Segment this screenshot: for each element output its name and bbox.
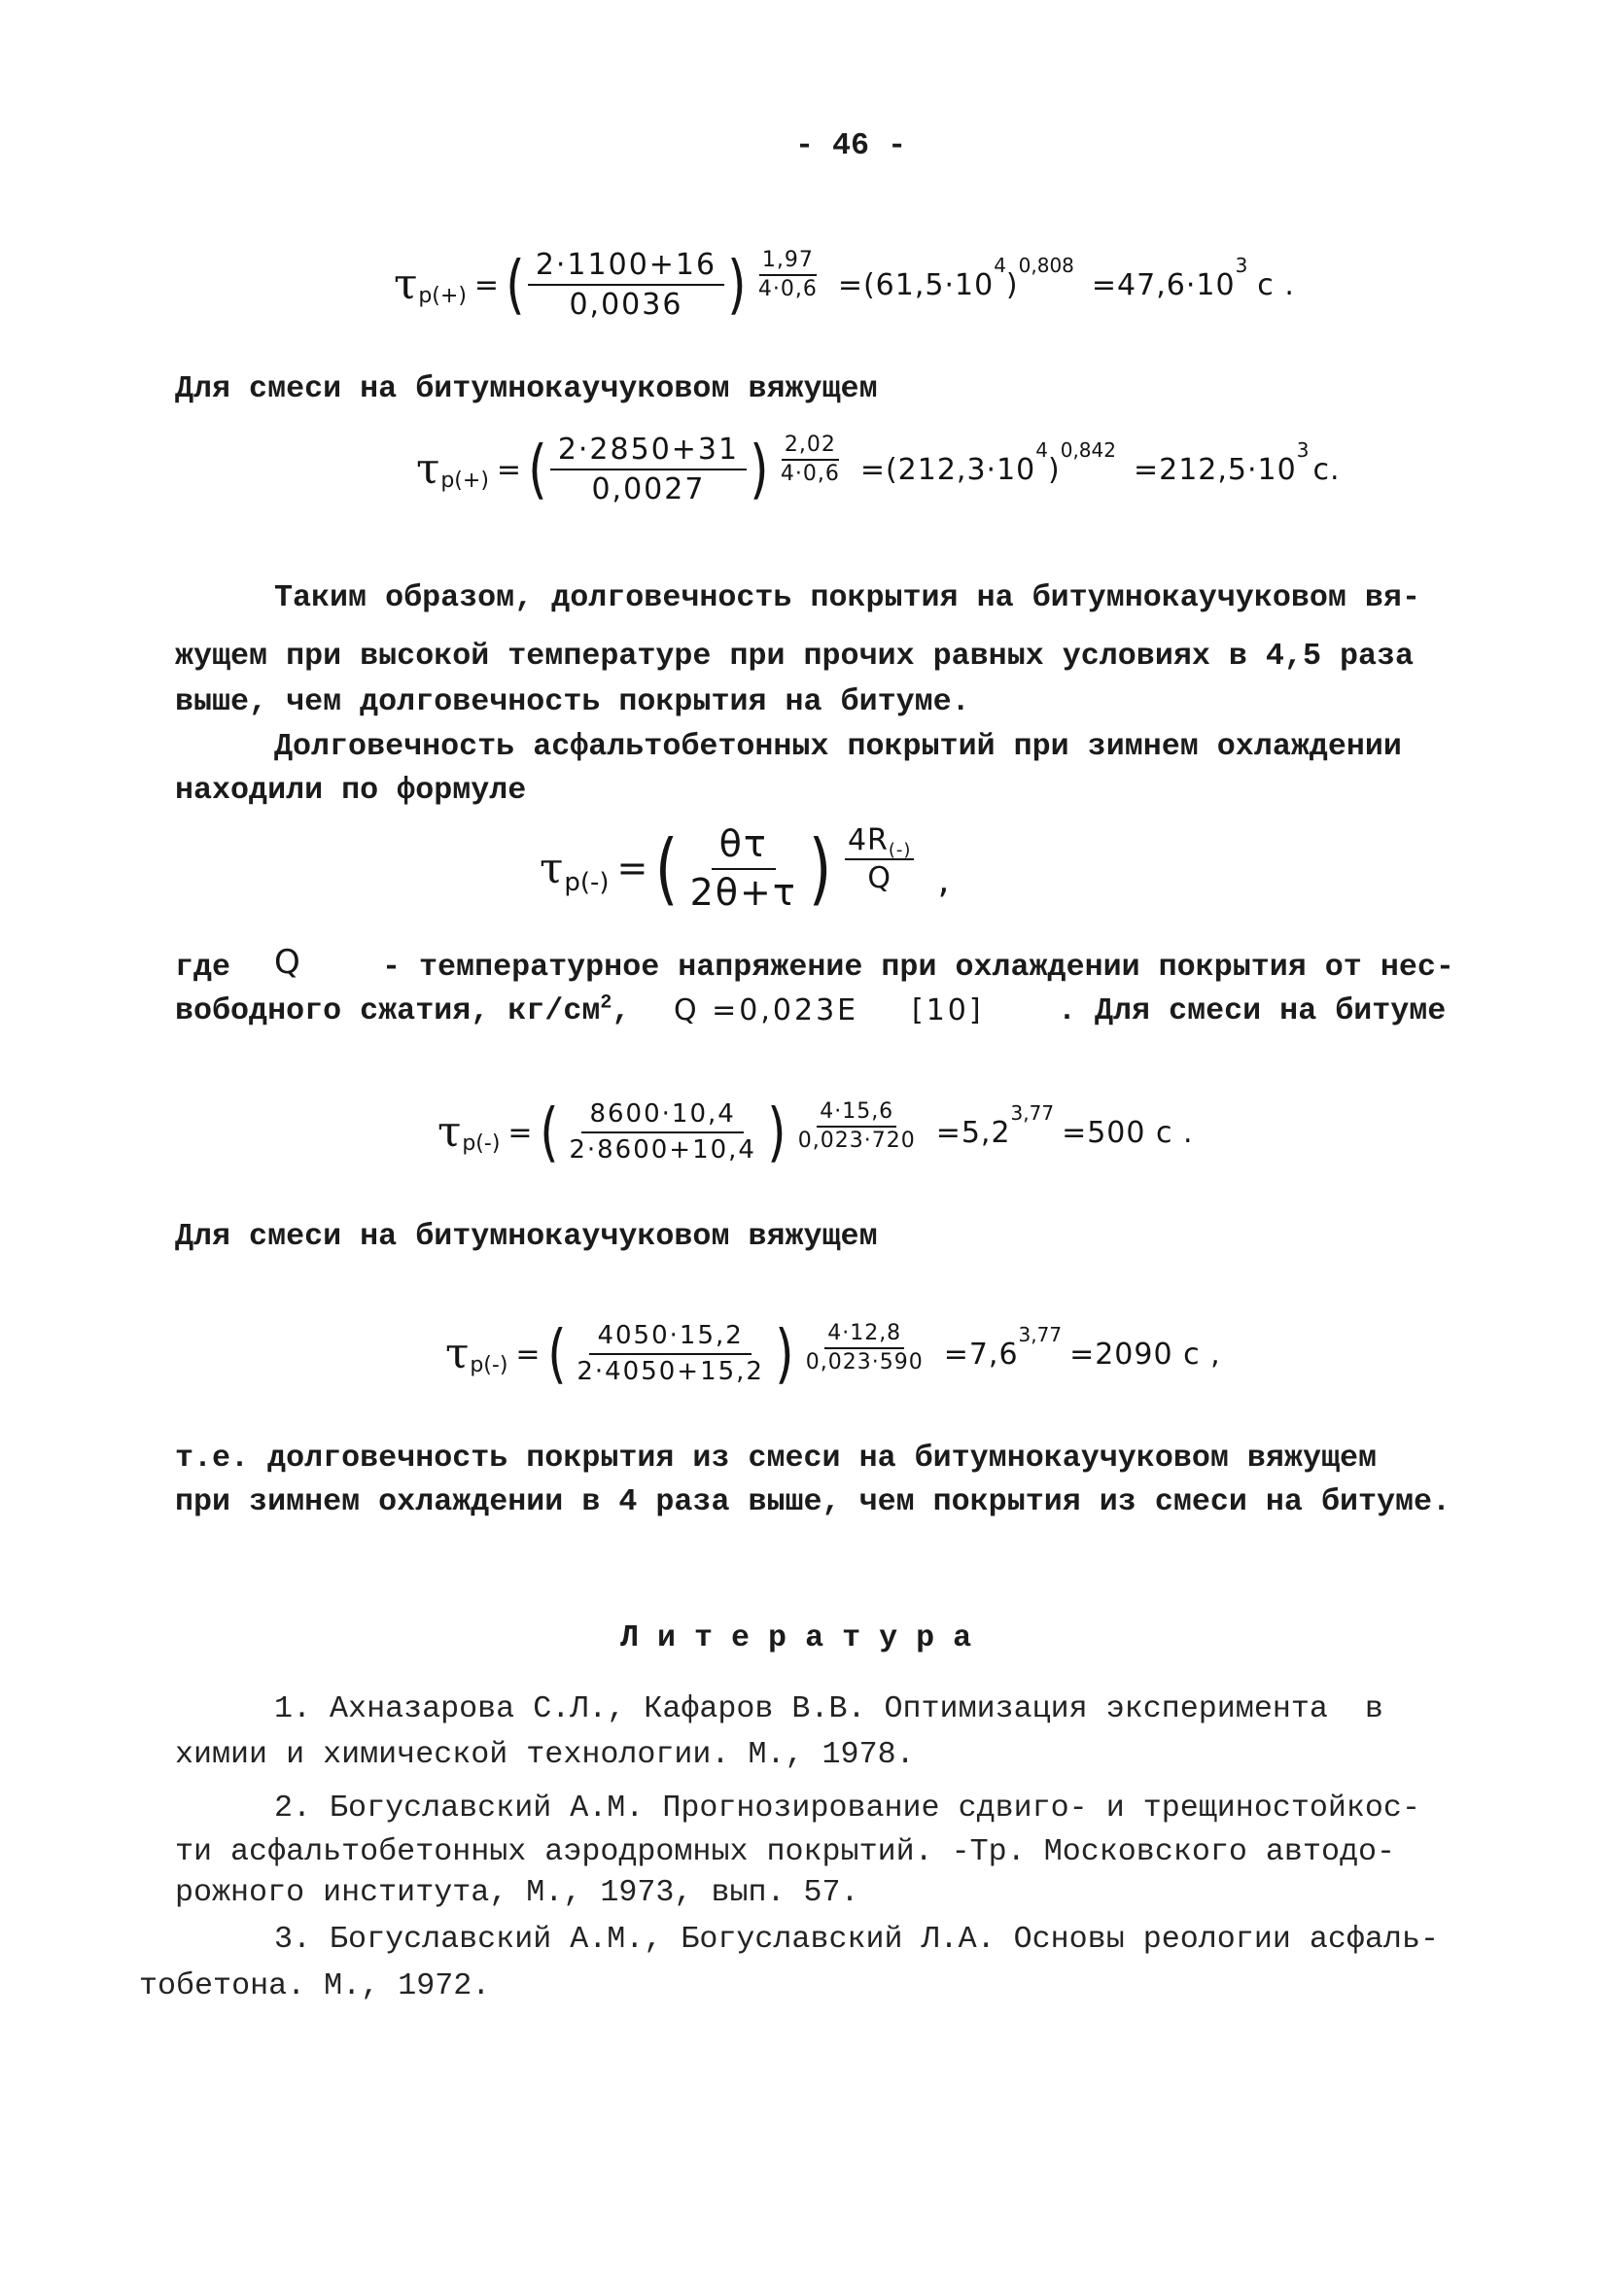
equals-sign: = [616,846,648,889]
definition-comma: , [612,993,631,1028]
open-paren: ( [655,822,679,914]
reference-3-line-1: 3. Богуславский А.М., Богуславский Л.А. Основы реологии асфаль- [274,1922,1439,1957]
intermediate-exponent: 3,77 [1018,1323,1063,1346]
conclusion-line-1: т.е. долговечность покрытия из смеси на битумнокаучуковом вяжущем [175,1441,1378,1476]
base-numerator: θτ [712,824,776,870]
close-paren: ) [750,432,769,506]
paragraph-2-line-1: Долговечность асфальтобетонных покрытий при зимнем охлаждении [274,729,1402,764]
paragraph-1-line-2: жущем при высокой температуре при прочих равных условиях в 4,5 раза [175,639,1415,674]
intermediate-value: =5,2 [935,1115,1011,1150]
open-paren: ( [546,1316,567,1391]
result-power-of-ten: 3 [1296,438,1310,462]
base-denominator: 0,0036 [569,288,683,322]
exponent-numerator-subscript: (-) [888,840,912,860]
base-fraction [561,1100,764,1164]
exponent-denominator: 0,023·590 [805,1350,924,1375]
equals-sign: = [515,1337,541,1372]
tau-subscript: р(-) [564,867,610,897]
tau-subscript: р(+) [418,283,467,308]
close-paren: ) [808,822,832,914]
tau-subscript: р(-) [462,1131,501,1156]
open-paren: ( [539,1095,559,1169]
open-paren: ( [506,247,525,322]
power-of-ten: 4 [994,254,1006,277]
result-power-of-ten: 3 [1235,254,1248,277]
exponent-numerator: 4·15,6 [817,1100,896,1128]
intermediate-value: =(61,5·10 [837,267,995,302]
close-paren-2: ) [1005,267,1019,302]
intermediate-value: =(212,3·10 [859,452,1036,487]
base-denominator: 2θ+τ [689,870,797,914]
base-fraction [569,1322,772,1385]
exponent-fraction [755,249,821,301]
close-paren: ) [767,1095,787,1169]
tau-subscript: р(+) [440,468,489,493]
equals-sign: = [507,1115,533,1150]
definition-formula: Q =0,023E [674,993,859,1027]
exponent-numerator: 1,97 [759,249,817,276]
reference-2-line-2: ти асфальтобетонных аэродромных покрытий. -Тр. Московского автодо- [175,1834,1396,1869]
base-numerator: 2·2850+31 [550,434,747,470]
references-title: Литература [620,1620,991,1655]
exponent-fraction [778,434,843,486]
tau-symbol: τ [394,259,418,309]
paragraph-1-line-1: Таким образом, долговечность покрытия на битумнокаучуковом вя- [274,580,1420,615]
base-numerator: 4050·15,2 [589,1322,751,1355]
definition-units: вободного сжатия, кг/см [175,993,601,1028]
result-value: =2090 с , [1069,1337,1221,1372]
open-paren: ( [528,432,547,506]
intermediate-exponent: 0,808 [1018,254,1074,277]
intermediate-value: =7,6 [943,1337,1019,1372]
definition-line-1: - температурное напряжение при охлаждении покрытия от нес- [382,950,1454,985]
reference-2-line-3: рожного института, М., 1973, вып. 57. [175,1875,859,1910]
exponent-denominator: 4·0,6 [757,277,818,302]
close-paren: ) [775,1316,794,1391]
definition-line-2-end: . Для смеси на битуме [1058,993,1447,1028]
conclusion-line-2: при зимнем охлаждении в 4 раза выше, чем покрытия из смеси на битуме. [175,1484,1451,1519]
result-value: =47,6·10 [1091,267,1236,302]
base-numerator: 8600·10,4 [581,1100,743,1133]
formula-durability-winter-general [540,824,951,914]
power-of-ten: 4 [1035,438,1048,462]
formula-durability-heat-bitumen [394,249,1295,321]
exponent-numerator: 2,02 [782,434,839,461]
exponent-fraction [803,1322,926,1374]
exponent-denominator: 4·0,6 [780,462,840,487]
tau-symbol: τ [437,1106,462,1157]
base-fraction [550,434,747,505]
reference-1-line-1: 1. Ахназарова С.Л., Кафаров В.В. Оптимизация эксперимента в [274,1691,1383,1726]
definition-where: где [175,950,231,985]
result-value: =212,5·10 [1133,452,1297,487]
result-value: =500 с . [1062,1115,1194,1150]
tau-symbol: τ [540,843,564,893]
base-fraction [528,249,724,321]
exponent-numerator-main: 4R [847,823,889,857]
page-number: - 46 - [795,128,907,163]
exponent-fraction [795,1100,919,1153]
definition-units-exponent: 2 [600,991,612,1015]
exponent-numerator [845,824,914,860]
formula-durability-winter-bitumen [437,1095,1194,1169]
close-paren: ) [727,247,747,322]
reference-1-line-2: химии и химической технологии. М., 1978. [175,1737,915,1772]
result-unit: с. [1312,452,1341,487]
definition-citation: [10] [912,993,984,1027]
base-fraction [682,824,805,914]
paragraph-2-line-2: находили по формуле [175,773,527,808]
binder-heading-2: Для смеси на битумнокаучуковом вяжущем [175,1219,878,1254]
close-paren-2: ) [1048,452,1061,487]
definition-symbol: Q [274,943,303,982]
exponent-denominator: 0,023·720 [797,1129,916,1154]
base-denominator: 0,0027 [591,472,706,506]
tau-subscript: р(-) [470,1352,508,1377]
tau-symbol: τ [416,443,440,494]
exponent-numerator: 4·12,8 [824,1322,904,1349]
paragraph-1-line-3: выше, чем долговечность покрытия на битуме. [175,684,970,719]
exponent-denominator: Q [867,861,892,895]
binder-heading-1: Для смеси на битумнокаучуковом вяжущем [175,371,878,406]
exponent-fraction [845,824,914,894]
trailing-comma: , [937,857,951,901]
formula-durability-heat-rubber-bitumen [416,434,1340,505]
base-numerator: 2·1100+16 [528,249,724,286]
formula-durability-winter-rubber-bitumen [445,1316,1221,1391]
base-denominator: 2·4050+15,2 [577,1357,764,1386]
equals-sign: = [473,267,500,302]
intermediate-exponent: 0,842 [1060,438,1116,462]
reference-2-line-1: 2. Богуславский А.М. Прогнозирование сдвиго- и трещиностойкос- [274,1791,1420,1826]
equals-sign: = [496,452,522,487]
base-denominator: 2·8600+10,4 [569,1135,756,1165]
tau-symbol: τ [445,1328,470,1378]
reference-3-line-2: тобетона. М., 1972. [139,1968,491,2003]
intermediate-exponent: 3,77 [1010,1101,1055,1125]
result-unit: с . [1257,267,1295,302]
definition-line-2-start [175,993,630,1028]
